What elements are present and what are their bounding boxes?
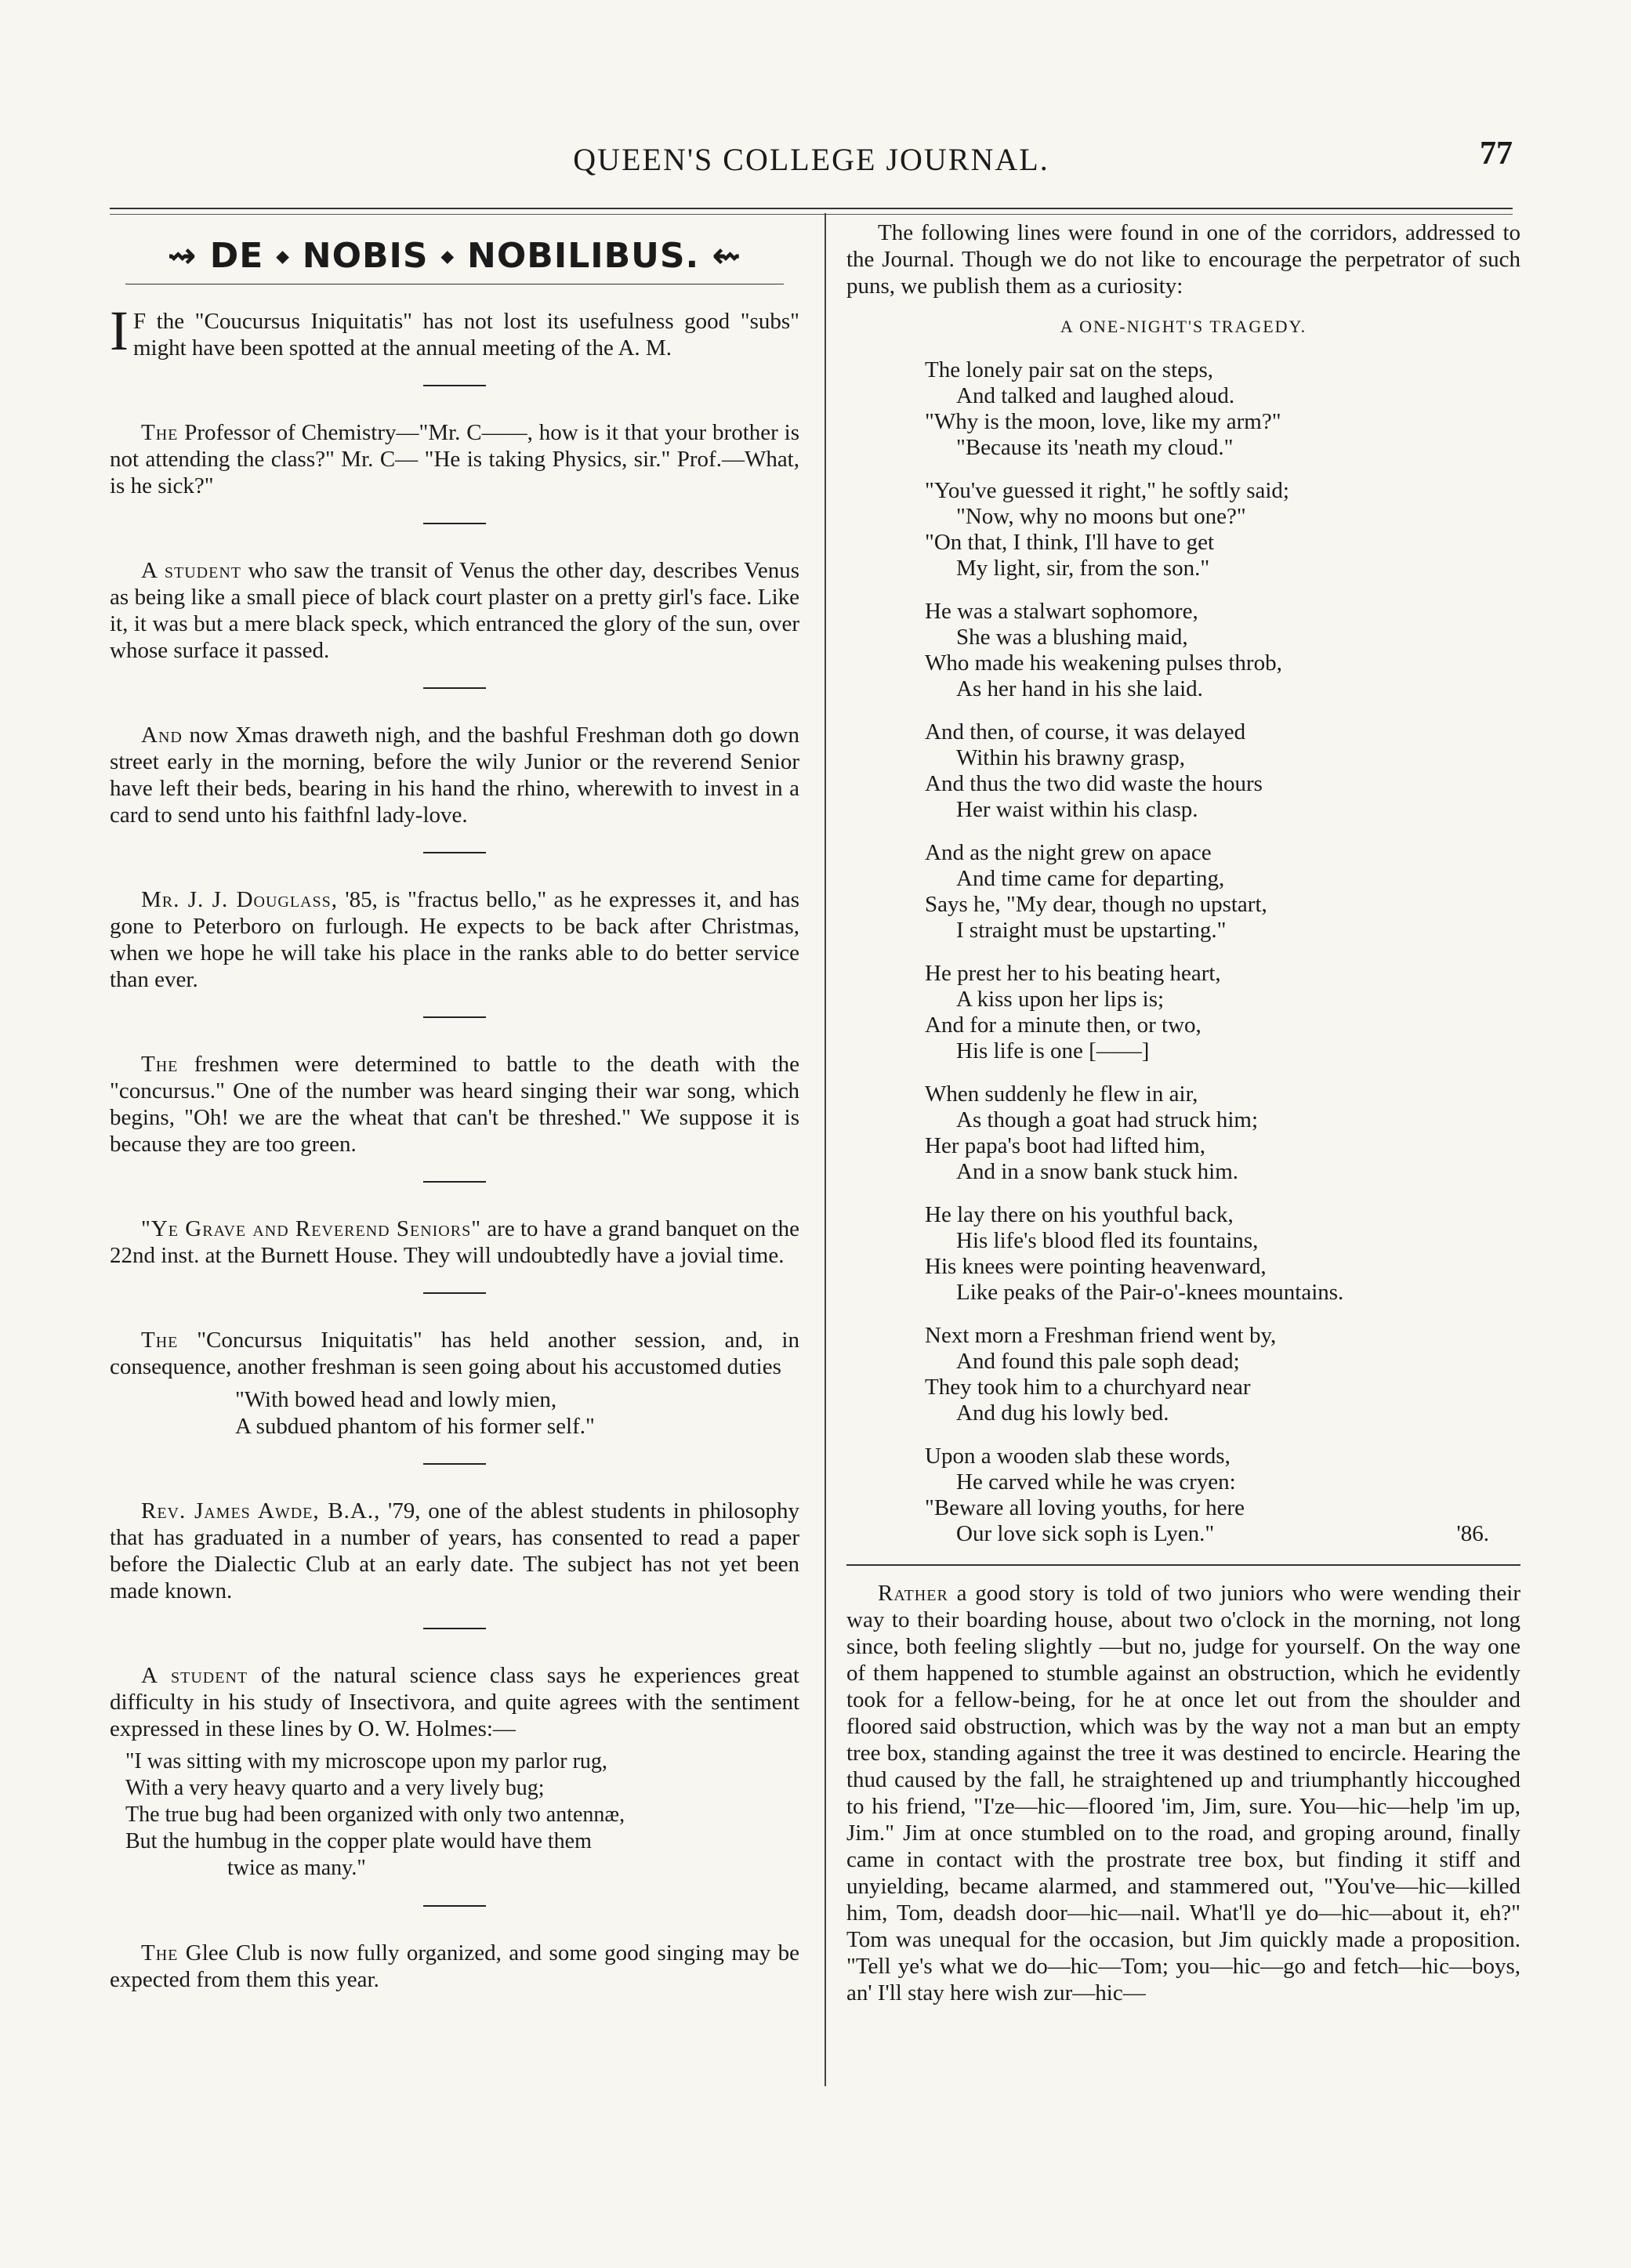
paragraph: I F the "Coucursus Iniquitatis" has not lost its usefulness good "subs" might have been spotted at the annual meeting of the A. M. (110, 299, 799, 362)
stanza: Upon a wooden slab these words, He carved while he was cryen: "Beware all loving youths, for here Our love sick soph is Lyen." '86. (925, 1444, 1489, 1546)
separator (423, 1292, 486, 1294)
paragraph: The "Concursus Iniquitatis" has held another session, and, in consequence, another freshman is seen going about his accustomed duties (110, 1328, 799, 1379)
stanza: The lonely pair sat on the steps, And talked and laughed aloud. "Why is the moon, love, like my arm?" "Because its 'neath my cloud." (925, 357, 1281, 460)
separator (423, 852, 486, 853)
separator (423, 1181, 486, 1183)
journal-title: QUEEN'S COLLEGE JOURNAL. (573, 142, 1049, 177)
separator (423, 1628, 486, 1629)
header-rule-thin (110, 214, 1513, 215)
paragraph: The Glee Club is now fully organized, and some good singing may be expected from them this year. (110, 1940, 799, 1992)
column-divider (825, 213, 826, 2086)
poem (925, 357, 1520, 1547)
drop-cap: I (110, 299, 129, 362)
separator (423, 523, 486, 524)
section-title: ⇝ DE ⬩ NOBIS ⬩ NOBILIBUS. ⇜ (167, 236, 742, 276)
separator (423, 1905, 486, 1907)
right-column (846, 219, 1520, 2006)
separator (423, 385, 486, 386)
separator (423, 1463, 486, 1465)
paragraph: Rev. James Awde, B.A., '79, one of the ablest students in philosophy that has graduated in a number of years, has consented to read a paper before the Dialectic Club at an early date. The subject has not yet been made known. (110, 1498, 799, 1603)
stanza: When suddenly he flew in air, As though a goat had struck him; Her papa's boot had lifted him, And in a snow bank stuck him. (925, 1081, 1259, 1184)
paragraph: The Professor of Chemistry—"Mr. C——, how is it that your brother is not attending the class?" Mr. C— "He is taking Physics, sir." Prof.—What, is he sick?" (110, 420, 799, 498)
paragraph: A student who saw the transit of Venus the other day, describes Venus as being like a small piece of black court plaster on a pretty girl's face. Like it, it was but a mere black speck, which entranced the glory of the sun, over whose surface it passed. (110, 558, 799, 663)
header-rule (110, 208, 1513, 209)
poem-title: A ONE-NIGHT'S TRAGEDY. (1060, 317, 1307, 336)
stanza: Next morn a Freshman friend went by, And found this pale soph dead; They took him to a churchyard near And dug his lowly bed. (925, 1323, 1277, 1426)
poem-signature: '86. (1456, 1521, 1489, 1546)
paragraph: And now Xmas draweth nigh, and the bashful Freshman doth go down street early in the morning, before the wily Junior or the reverend Senior have left their beds, bearing in his hand the rhino, wherewith to invest in a card to send unto his faithfnl lady-love. (110, 723, 799, 828)
stanza: And then, of course, it was delayed Within his brawny grasp, And thus the two did waste the hours Her waist within his clasp. (925, 719, 1263, 822)
block-quote: "With bowed head and lowly mien, A subdued phantom of his former self." (235, 1387, 595, 1439)
story-paragraph: Rather a good story is told of two juniors who were wending their way to their boarding house, about two o'clock in the morning, not long since, both feeling slightly —but no, judge for yourself. On the way one of them happened to stumble against an obstruction, which he evidently took for a fellow-being, for he at once let out from the shoulder and floored said obstruction, which was by the way not a man but an empty tree box, standing against the tree it was destined to encircle. Hearing the thud caused by the fall, he straightened up and triumphantly hiccoughed to his friend, "I'ze—hic—floored 'im, Jim, sure. You—hic—help 'im up, Jim." Jim at once stumbled on to the road, and groping around, finally came in contact with the prostrate tree box, but finding it stiff and unyielding, became alarmed, and stammered out, "You've—hic—killed him, Tom, deadsh door—hic—nail. What'll ye do—hic—about it, eh?" Tom was unequal for the occasion, but Jim quickly made a proposition. "Tell ye's what we do—hic—Tom; you—hic—go and fetch—hic—boys, an' I'll stay here wish zur—hic— (846, 1581, 1520, 2005)
stanza: He was a stalwart sophomore, She was a blushing maid, Who made his weakening pulses throb, As her hand in his she laid. (925, 599, 1282, 701)
page-number: 77 (1480, 136, 1513, 172)
paragraph: "Ye Grave and Reverend Seniors" are to have a grand banquet on the 22nd inst. at the Burnett House. They will undoubtedly have a jovial time. (110, 1216, 799, 1268)
separator (423, 687, 486, 689)
intro-paragraph: The following lines were found in one of the corridors, addressed to the Journal. Though we do not like to encourage the perpetrator of such puns, we publish them as a curiosity: (846, 220, 1520, 299)
stanza: And as the night grew on apace And time came for departing, Says he, "My dear, though no upstart, I straight must be upstarting." (925, 840, 1267, 943)
paragraph: A student of the natural science class says he experiences great difficulty in his study of Insectivora, and quite agrees with the sentiment expressed in these lines by O. W. Holmes:— (110, 1663, 799, 1741)
paragraph: Mr. J. J. Douglass, '85, is "fractus bello," as he expresses it, and has gone to Peterboro on furlough. He expects to be back after Christmas, when we hope he will take his place in the ranks able to do better service than ever. (110, 887, 799, 992)
separator (423, 1016, 486, 1018)
section-rule (846, 1564, 1520, 1566)
stanza: He prest her to his beating heart, A kiss upon her lips is; And for a minute then, or two, His life is one [——] (925, 961, 1221, 1063)
holmes-verse: "I was sitting with my microscope upon my parlor rug, With a very heavy quarto and a very lively bug; The true bug had been organized with only two antennæ, But the humbug in the copper plate would have them twice as many." (125, 1749, 625, 1880)
stanza: "You've guessed it right," he softly said; "Now, why no moons but one?" "On that, I think, I'll have to get My light, sir, from the son." (925, 478, 1289, 581)
paragraph: The freshmen were determined to battle to the death with the "concursus." One of the number was heard singing their war song, which begins, "Oh! we are the wheat that can't be threshed." We suppose it is because they are too green. (110, 1052, 799, 1157)
page-header (110, 136, 1513, 188)
left-column (110, 219, 799, 1993)
stanza: He lay there on his youthful back, His life's blood fled its fountains, His knees were pointing heavenward, Like peaks of the Pair-o'-knees mountains. (925, 1202, 1344, 1305)
